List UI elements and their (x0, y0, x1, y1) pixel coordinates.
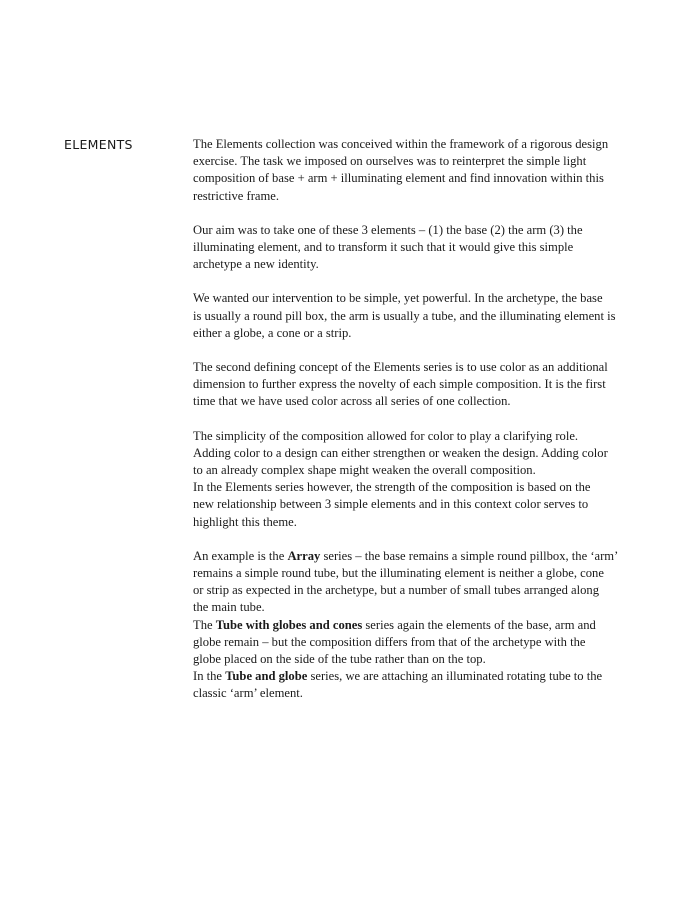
text-line: exercise. The task we imposed on ourselves was to reinterpret the simple light (193, 154, 587, 169)
body-text (193, 136, 619, 720)
text-line: is usually a round pill box, the arm is usually a tube, and the illuminating element is (193, 308, 616, 323)
text-line: The Elements collection was conceived within the framework of a rigorous design (193, 137, 609, 151)
text-run: series, we are attaching an illuminated rotating tube to the (307, 669, 603, 684)
text-line: The simplicity of the composition allowed for color to play a clarifying role. (193, 428, 579, 443)
text-line: composition of base + arm + illuminating element and find innovation within this (193, 171, 604, 186)
text-line: remains a simple round tube, but the illuminating element is neither a globe, cone (193, 566, 604, 581)
text-run: An example is the (193, 548, 288, 563)
text-run: series again the elements of the base, arm and (362, 617, 596, 632)
text-line: time that we have used color across all series of one collection. (193, 394, 511, 409)
text-line: dimension to further express the novelty of each simple composition. It is the first (193, 377, 606, 392)
text-line (193, 548, 619, 565)
paragraph-6 (193, 548, 619, 703)
paragraph-4 (193, 359, 615, 411)
text-line: illuminating element, and to transform it such that it would give this simple (193, 240, 574, 255)
text-line: We wanted our intervention to be simple, yet powerful. In the archetype, the base (193, 291, 603, 306)
text-line: to an already complex shape might weaken the overall composition. (193, 463, 536, 478)
series-name-array: Array (287, 548, 321, 563)
paragraph-3 (193, 290, 615, 342)
text-line: highlight this theme. (193, 514, 297, 529)
text-line: archetype a new identity. (193, 257, 319, 272)
text-line: Our aim was to take one of these 3 elements – (1) the base (2) the arm (3) the (193, 222, 583, 237)
text-line: Adding color to a design can either strengthen or weaken the design. Adding color (193, 445, 608, 460)
text-line: or strip as expected in the archetype, but a number of small tubes arranged along (193, 583, 600, 598)
text-line (193, 668, 615, 685)
text-line: restrictive frame. (193, 188, 280, 203)
text-line: either a globe, a cone or a strip. (193, 325, 352, 340)
series-name-tube-with-globes-and-cones: Tube with globes and cones (215, 617, 363, 632)
text-line: classic ‘arm’ element. (193, 686, 303, 701)
text-run: The (193, 617, 216, 632)
section-heading: ELEMENTS (64, 137, 133, 152)
text-line: new relationship between 3 simple elements and in this context color serves to (193, 497, 589, 512)
text-line: In the Elements series however, the strength of the composition is based on the (193, 480, 591, 495)
text-run: series – the base remains a simple round pillbox, the ‘arm’ (320, 548, 619, 563)
paragraph-2 (193, 222, 615, 274)
text-line: globe remain – but the composition differs from that of the archetype with the (193, 634, 586, 649)
paragraph-1 (193, 136, 615, 205)
text-run: In the (193, 669, 226, 684)
series-name-tube-and-globe: Tube and globe (225, 669, 308, 684)
text-line: globe placed on the side of the tube rather than on the top. (193, 652, 486, 667)
paragraph-5 (193, 428, 615, 531)
text-line: The second defining concept of the Elements series is to use color as an additional (193, 360, 608, 375)
text-line (193, 617, 615, 634)
text-line: the main tube. (193, 600, 265, 615)
